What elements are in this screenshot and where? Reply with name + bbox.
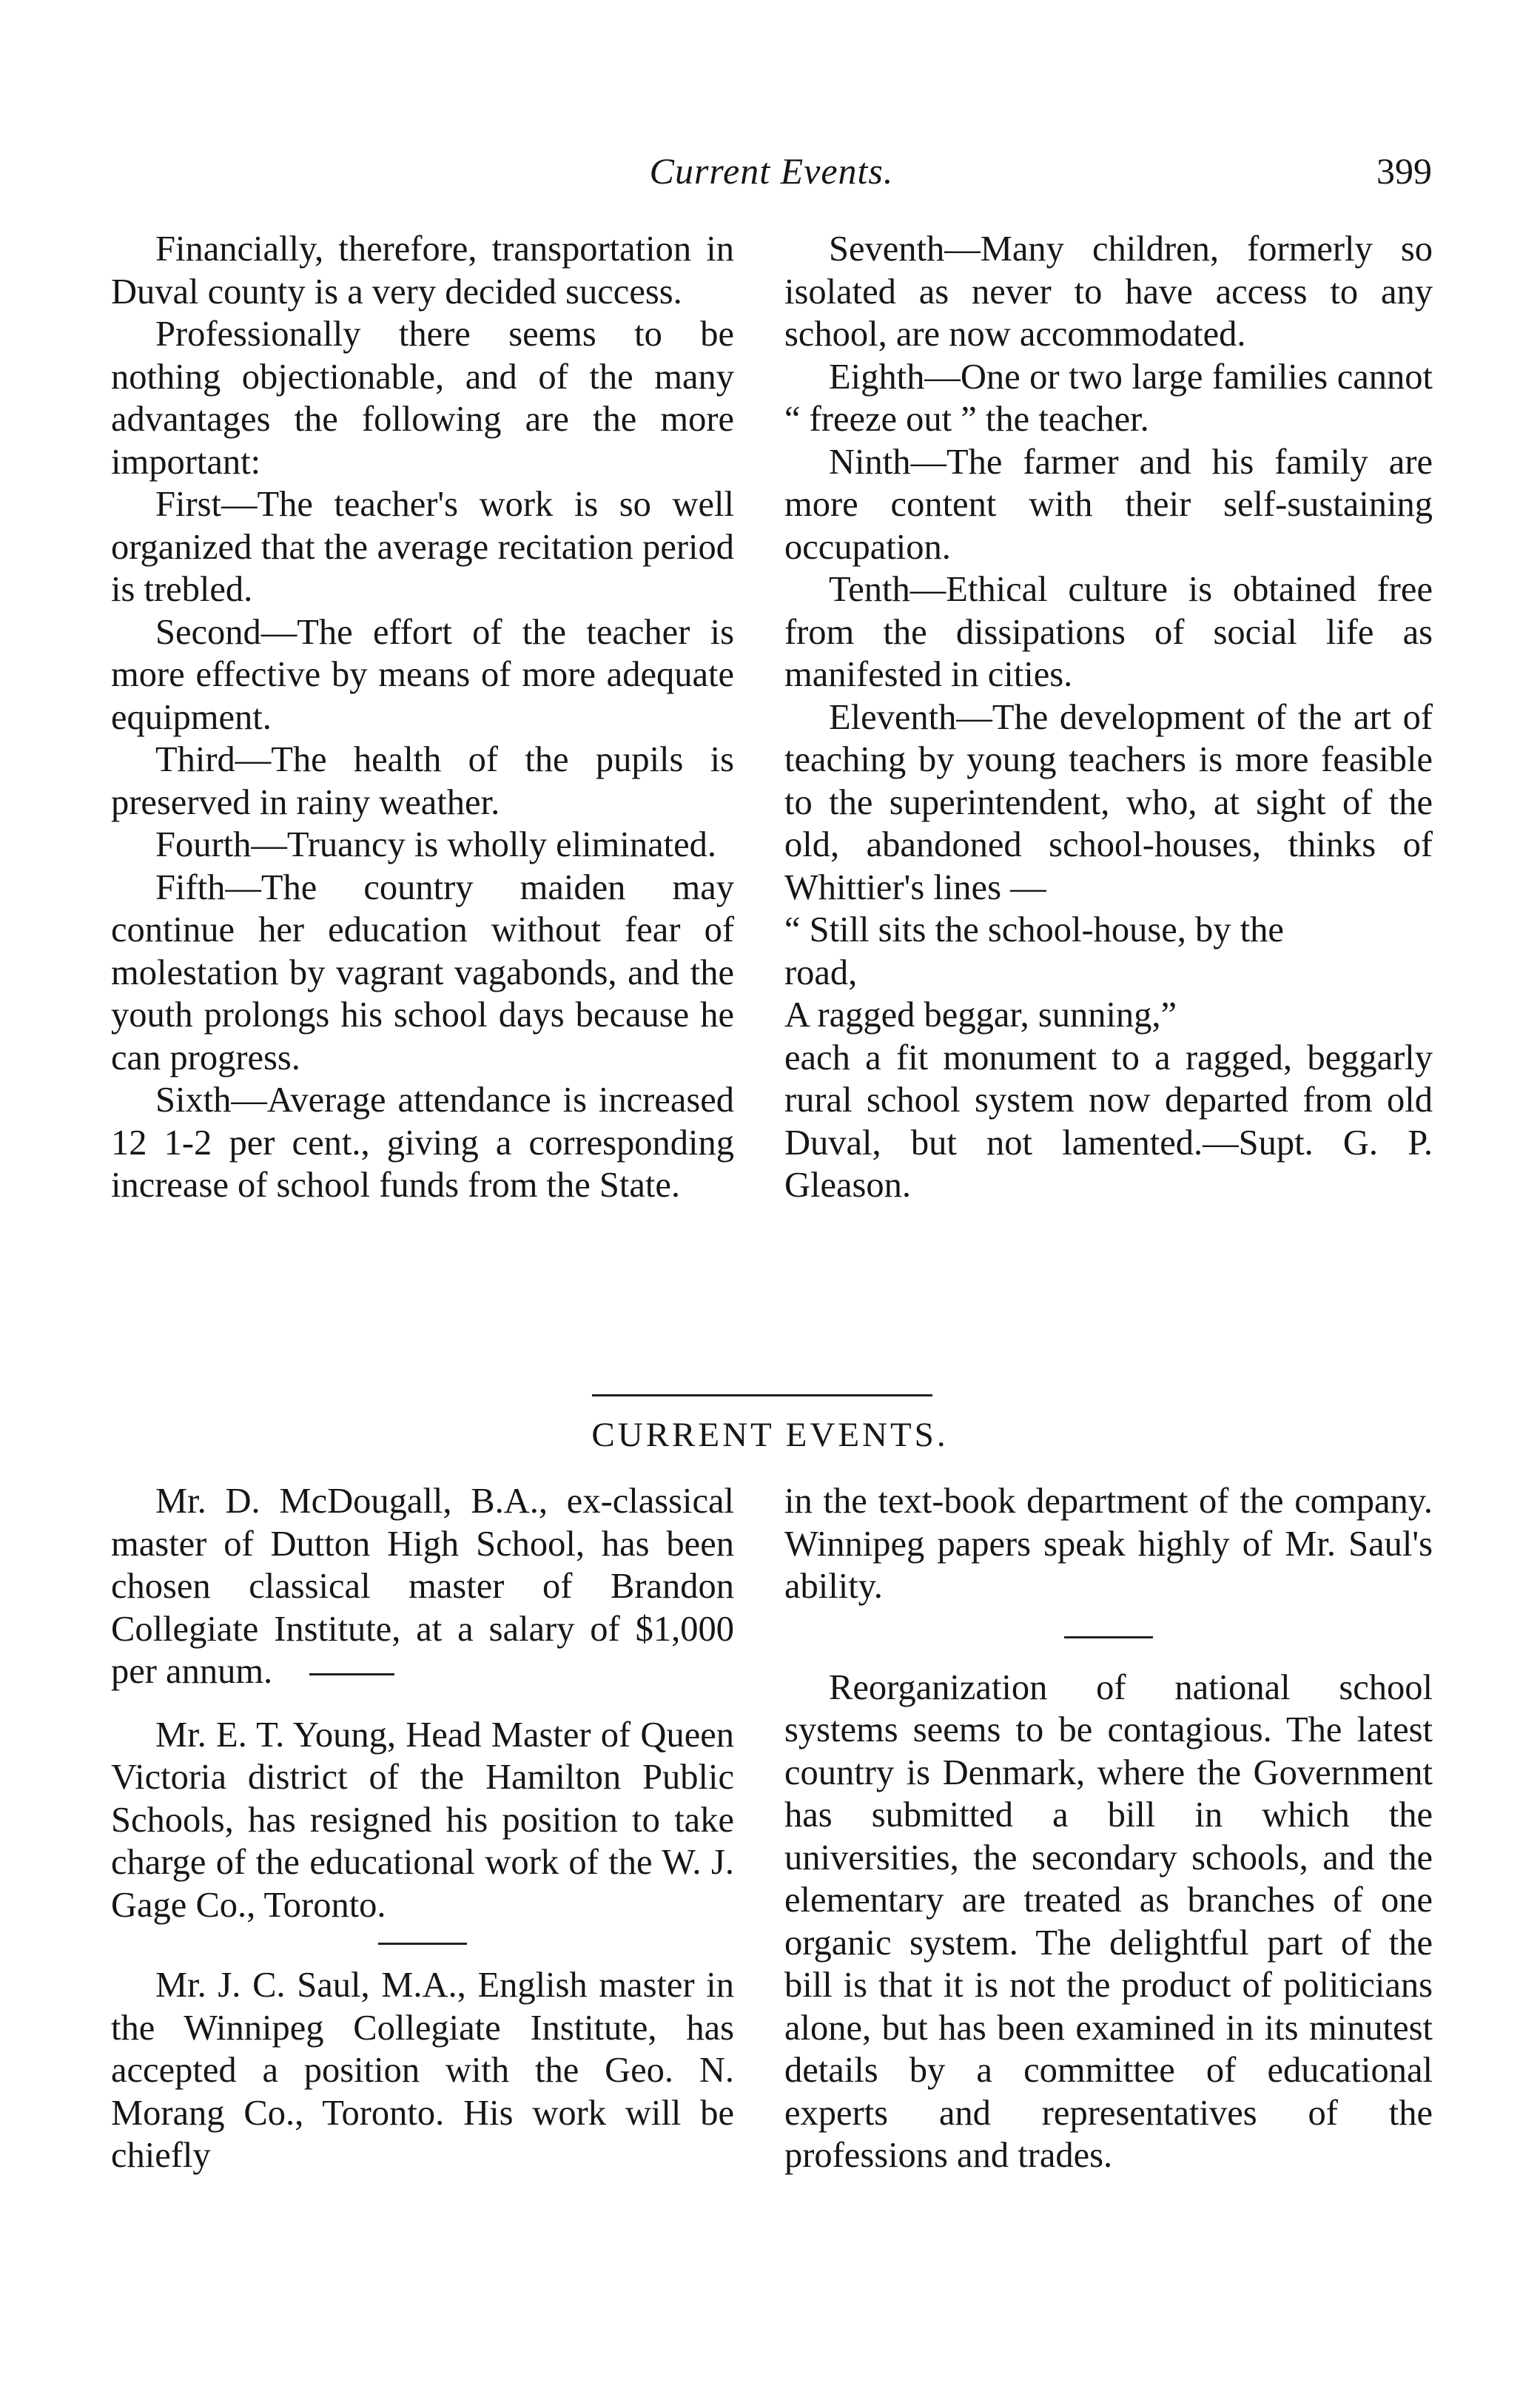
news-item-saul: Mr. J. C. Saul, M.A., English master in the Winnipeg Collegiate Institute, has accepted a position with the Geo. N. Morang Co., Toronto. His work will be chiefly — [111, 1966, 734, 2175]
item-divider-rule — [1064, 1636, 1153, 1638]
news-text-mcdougall: Mr. D. McDougall, B.A., ex-classical master of Dutton High School, has been chosen classical master of Brandon Collegiate Institute, at a salary of $1,000 per annum. — [111, 1482, 734, 1691]
left-column-top — [111, 228, 734, 1207]
news-item-saul-continued: in the text-book department of the company. Winnipeg papers speak highly of Mr. Saul's ability. — [784, 1482, 1433, 1606]
paragraph-tenth: Tenth—Ethical culture is obtained free from the dissipations of social life as manifested in cities. — [784, 570, 1433, 694]
paragraph-second: Second—The effort of the teacher is more effective by means of more adequate equipment. — [111, 612, 734, 737]
right-column-bottom — [784, 1480, 1433, 2177]
page-number: 399 — [1376, 150, 1432, 192]
paragraph-ninth: Ninth—The farmer and his family are more content with their self-sustaining occupation. — [784, 442, 1433, 567]
verse-line-2: road, — [784, 952, 858, 992]
news-item-mcdougall — [111, 1480, 734, 1693]
verse-line-1: “ Still sits the school-house, by the — [784, 910, 1284, 949]
left-column-bottom — [111, 1480, 734, 2177]
running-title: Current Events. — [649, 150, 894, 192]
paragraph-fifth: Fifth—The country maiden may continue her education without fear of molestation by vagrant vagabonds, and the youth prolongs his school days because he can progress. — [111, 867, 734, 1078]
paragraph-fourth: Fourth—Truancy is wholly eliminated. — [155, 825, 717, 864]
paragraph-financially: Financially, therefore, transportation in Duval county is a very decided success. — [111, 229, 734, 312]
paragraph-monument: each a fit monument to a ragged, beggarly rural school system now departed from old Duval, but not lamented.—Supt. G. P. Gleason. — [784, 1038, 1433, 1205]
section-heading: CURRENT EVENTS. — [591, 1416, 949, 1454]
item-divider-rule — [378, 1943, 467, 1945]
section-divider-rule — [592, 1394, 932, 1396]
paragraph-eleventh: Eleventh—The development of the art of teaching by young teachers is more feasible to the superintendent, who, at sight of the old, abandoned school-houses, thinks of Whittier's lines — — [784, 697, 1433, 907]
item-divider-rule — [309, 1673, 394, 1675]
verse-line-3: A ragged beggar, sunning,” — [784, 995, 1177, 1035]
paragraph-third: Third—The health of the pupils is preserved in rainy weather. — [111, 740, 734, 822]
paragraph-first: First—The teacher's work is so well organized that the average recitation period is trebled. — [111, 485, 734, 609]
right-column-top — [784, 228, 1433, 1207]
news-item-young: Mr. E. T. Young, Head Master of Queen Victoria district of the Hamilton Public Schools, has resigned his position to take charge of the educational work of the W. J. Gage Co., Toronto. — [111, 1715, 734, 1925]
paragraph-sixth: Sixth—Average attendance is increased 12 1-2 per cent., giving a corresponding increase of school funds from the State. — [111, 1080, 734, 1205]
paragraph-professionally: Professionally there seems to be nothing objectionable, and of the many advantages the following are the more important: — [111, 315, 734, 482]
running-head — [111, 149, 1432, 201]
paragraph-eighth: Eighth—One or two large families cannot “ freeze out ” the teacher. — [784, 357, 1433, 439]
news-item-denmark: Reorganization of national school systems seems to be contagious. The latest country is Denmark, where the Government has submitted a bill in which the universities, the secondary schools, and the elementary are treated as branches of one organic system. The delightful part of the bill is that it is not the product of politicians alone, but has been examined in its minutest details by a committee of educational experts and representatives of the professions and trades. — [784, 1667, 1433, 2175]
paragraph-seventh: Seventh—Many children, formerly so isolated as never to have access to any school, are now accommodated. — [784, 229, 1433, 354]
